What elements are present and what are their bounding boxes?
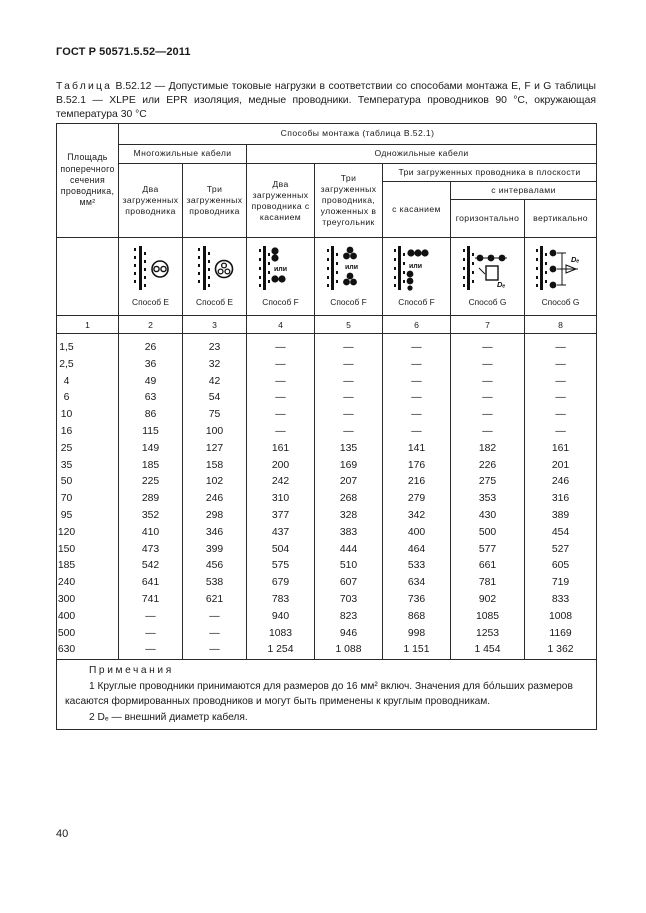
diagram-empty-cell <box>57 238 119 316</box>
caption-text: В.52.12 — Допустимые токовые нагрузки в соответствии со способами монтажа E, F и G таблицы В.52.1 — XLPE или EPR изоляция, медные проводники. Температура проводников 90 °С, окружающая температура 30 °С <box>56 81 596 120</box>
table-cell: 226 <box>478 459 497 471</box>
diagram-cell-col4 <box>247 238 315 316</box>
method-label: Способ F <box>398 296 435 307</box>
table-cell: 298 <box>205 509 224 521</box>
three-core-cable-icon <box>192 244 238 292</box>
table-cell: 54 <box>208 392 221 404</box>
diagram-cell-col7 <box>451 238 525 316</box>
table-cell: 1 362 <box>547 644 574 656</box>
table-cell: 430 <box>478 509 497 521</box>
table-cell: 605 <box>551 560 570 572</box>
table-cell: 275 <box>478 476 497 488</box>
table-cell: 246 <box>551 476 570 488</box>
col4-values <box>247 340 314 659</box>
notes-block <box>57 660 597 730</box>
col6-header: с касанием <box>383 182 451 238</box>
table-cell: — <box>411 425 422 437</box>
table-cell: 95 <box>60 509 73 521</box>
table-cell: 1253 <box>475 627 500 639</box>
table-cell: 510 <box>339 560 358 572</box>
table-cell: 240 <box>57 577 76 589</box>
table-cell: 207 <box>339 476 358 488</box>
table-cell: 410 <box>141 526 160 538</box>
col2-column <box>119 334 183 660</box>
table-cell: 1169 <box>549 627 572 639</box>
table-cell: 902 <box>478 593 497 605</box>
column-number: 8 <box>525 316 597 334</box>
table-cell: 389 <box>551 509 570 521</box>
method-label: Способ E <box>132 296 169 307</box>
table-cell: 500 <box>478 526 497 538</box>
table-cell: 16 <box>60 425 73 437</box>
table-cell: 741 <box>141 593 160 605</box>
col8-column <box>525 334 597 660</box>
table-cell: — <box>275 409 286 421</box>
vertical-spaced-single-core-icon <box>534 244 588 292</box>
table-cell: 216 <box>407 476 426 488</box>
column-number: 7 <box>451 316 525 334</box>
table-cell: — <box>343 392 354 404</box>
table-cell: — <box>343 409 354 421</box>
table-cell: 1083 <box>268 627 293 639</box>
table-cell: — <box>209 644 220 656</box>
table-cell: 399 <box>205 543 224 555</box>
table-cell: — <box>411 358 422 370</box>
table-cell: 26 <box>144 342 157 353</box>
diagram-cell-col3 <box>183 238 247 316</box>
horizontal-spaced-single-core-icon <box>461 244 515 292</box>
table-cell: 102 <box>205 476 224 488</box>
table-cell: 300 <box>57 593 76 605</box>
col6-values <box>383 340 450 659</box>
table-cell: 200 <box>271 459 290 471</box>
table-cell: 783 <box>271 593 290 605</box>
table-cell: 473 <box>141 543 160 555</box>
table-cell: 185 <box>141 459 160 471</box>
diagram-cell-col6 <box>383 238 451 316</box>
col3-header: Три загруженных проводника <box>183 164 247 238</box>
table-cell: 25 <box>60 442 73 454</box>
table-cell: — <box>275 358 286 370</box>
table-cell: 456 <box>205 560 224 572</box>
table-cell: 289 <box>141 493 160 505</box>
col5-values <box>315 340 382 659</box>
table-cell: — <box>343 358 354 370</box>
table-cell: 641 <box>141 577 160 589</box>
ili-text: или <box>408 262 422 270</box>
table-cell: 279 <box>407 493 426 505</box>
table-cell: 328 <box>339 509 358 521</box>
table-cell: 316 <box>551 493 570 505</box>
table-cell: 1008 <box>548 610 573 622</box>
table-cell: — <box>555 392 566 404</box>
table-cell: 353 <box>478 493 497 505</box>
table-cell: — <box>482 409 493 421</box>
flat-touching-single-core-icon <box>392 244 442 292</box>
ili-text: или <box>273 265 287 273</box>
table-cell: 679 <box>271 577 290 589</box>
table-cell: 242 <box>271 476 290 488</box>
col2-header: Два загруженных проводника <box>119 164 183 238</box>
table-cell: 1 454 <box>474 644 501 656</box>
table-cell: 42 <box>208 375 221 387</box>
table-cell: — <box>145 644 156 656</box>
table-cell: — <box>411 409 422 421</box>
table-cell: 1 151 <box>403 644 430 656</box>
table-cell: 1 254 <box>267 644 294 656</box>
table-cell: — <box>145 610 156 622</box>
table-cell: 36 <box>144 358 157 370</box>
table-cell: 504 <box>271 543 290 555</box>
table-cell: 736 <box>407 593 426 605</box>
table-cell: 150 <box>57 543 76 555</box>
table-cell: — <box>343 425 354 437</box>
table-cell: — <box>555 342 566 353</box>
col8-header: вертикально <box>525 200 597 238</box>
table-cell: 63 <box>144 392 157 404</box>
table-cell: — <box>482 375 493 387</box>
table-cell: 868 <box>407 610 426 622</box>
table-cell: 2,5 <box>59 358 74 370</box>
column-number: 1 <box>57 316 119 334</box>
col8-values <box>525 340 596 659</box>
method-label: Способ G <box>468 296 507 307</box>
col5-header: Три загруженных проводника, уложенных в треугольник <box>315 164 383 238</box>
col5-column <box>315 334 383 660</box>
table-cell: 268 <box>339 493 358 505</box>
multi-core-header: Многожильные кабели <box>119 145 247 164</box>
table-cell: — <box>209 610 220 622</box>
table-cell: 1 088 <box>335 644 362 656</box>
table-cell: 310 <box>271 493 290 505</box>
table-cell: — <box>275 425 286 437</box>
table-cell: 781 <box>478 577 497 589</box>
note-2: 2 Dₑ — внешний диаметр кабеля. <box>89 711 248 723</box>
table-cell: 607 <box>339 577 358 589</box>
col4-header: Два загруженных проводника с касанием <box>247 164 315 238</box>
methods-title: Способы монтажа (таблица В.52.1) <box>119 124 597 145</box>
de-text: Dₑ <box>570 254 579 264</box>
table-cell: 444 <box>339 543 358 555</box>
table-cell: 70 <box>60 493 73 505</box>
table-cell: 141 <box>407 442 426 454</box>
col7-values <box>451 340 524 659</box>
two-core-cable-icon <box>128 244 174 292</box>
diagram-cell-col8 <box>525 238 597 316</box>
table-cell: 577 <box>478 543 497 555</box>
table-cell: 158 <box>205 459 224 471</box>
table-cell: 542 <box>141 560 160 572</box>
table-cell: 346 <box>205 526 224 538</box>
table-cell: 1,5 <box>59 342 74 353</box>
table-cell: — <box>482 342 493 353</box>
method-label: Способ G <box>541 296 580 307</box>
table-cell: — <box>555 409 566 421</box>
two-single-core-touching-icon <box>257 244 305 292</box>
col3-column <box>183 334 247 660</box>
caption-label: Таблица <box>56 81 113 92</box>
table-cell: — <box>209 627 220 639</box>
table-cell: 185 <box>57 560 76 572</box>
table-cell: 35 <box>60 459 73 471</box>
page-number: 40 <box>56 828 69 840</box>
table-cell: 383 <box>339 526 358 538</box>
table-cell: 538 <box>205 577 224 589</box>
area-header: Площадь поперечного сечения проводника, мм² <box>57 124 119 238</box>
table-cell: — <box>411 392 422 404</box>
table-cell: 500 <box>57 627 76 639</box>
table-cell: 400 <box>407 526 426 538</box>
table-cell: 630 <box>57 644 76 656</box>
table-cell: — <box>275 342 286 353</box>
table-cell: — <box>482 425 493 437</box>
table-cell: 661 <box>478 560 497 572</box>
col2-values <box>119 340 182 659</box>
de-text: Dₑ <box>496 279 505 289</box>
table-cell: 135 <box>339 442 358 454</box>
table-cell: 437 <box>271 526 290 538</box>
table-cell: 823 <box>339 610 358 622</box>
table-cell: 127 <box>205 442 224 454</box>
diagram-cell-col5 <box>315 238 383 316</box>
table-cell: 23 <box>208 342 221 353</box>
single-core-header: Одножильные кабели <box>247 145 597 164</box>
column-number: 3 <box>183 316 247 334</box>
table-cell: 120 <box>57 526 76 538</box>
trefoil-single-core-icon <box>325 244 373 292</box>
table-cell: 400 <box>57 610 76 622</box>
table-cell: 10 <box>60 409 73 421</box>
table-cell: — <box>482 392 493 404</box>
table-cell: — <box>482 358 493 370</box>
table-cell: 169 <box>339 459 358 471</box>
table-cell: 352 <box>141 509 160 521</box>
diagram-cell-col2 <box>119 238 183 316</box>
table-cell: 946 <box>339 627 358 639</box>
table-cell: 100 <box>205 425 224 437</box>
flat-header: Три загруженных проводника в плоскости <box>383 164 597 182</box>
table-cell: 527 <box>551 543 570 555</box>
column-number: 6 <box>383 316 451 334</box>
table-cell: — <box>555 358 566 370</box>
table-cell: 75 <box>208 409 221 421</box>
column-number: 5 <box>315 316 383 334</box>
table-cell: 161 <box>271 442 290 454</box>
table-cell: 634 <box>407 577 426 589</box>
document-id: ГОСТ Р 50571.5.52—2011 <box>56 46 191 58</box>
ili-text: или <box>344 263 358 271</box>
table-cell: 49 <box>144 375 157 387</box>
intervals-header: с интервалами <box>451 182 597 200</box>
table-cell: 533 <box>407 560 426 572</box>
table-cell: 50 <box>60 476 73 488</box>
table-cell: 464 <box>407 543 426 555</box>
table-cell: 833 <box>551 593 570 605</box>
col7-column <box>451 334 525 660</box>
method-label: Способ F <box>330 296 367 307</box>
table-cell: — <box>411 375 422 387</box>
notes-title: Примечания <box>89 665 174 677</box>
table-cell: 32 <box>208 358 221 370</box>
table-cell: — <box>275 375 286 387</box>
table-cell: 246 <box>205 493 224 505</box>
table-cell: 201 <box>551 459 570 471</box>
table-cell: 940 <box>271 610 290 622</box>
table-cell: 342 <box>407 509 426 521</box>
table-cell: — <box>411 342 422 353</box>
method-label: Способ F <box>262 296 299 307</box>
table-cell: 225 <box>141 476 160 488</box>
table-cell: 115 <box>142 425 159 437</box>
table-caption <box>56 80 596 121</box>
table-cell: — <box>555 425 566 437</box>
table-cell: 575 <box>271 560 290 572</box>
table-cell: 176 <box>407 459 426 471</box>
table-cell: 719 <box>551 577 570 589</box>
method-label: Способ E <box>196 296 233 307</box>
table-cell: 998 <box>407 627 426 639</box>
table-cell: 377 <box>271 509 290 521</box>
note-1: 1 Круглые проводники принимаются для размеров до 16 мм² включ. Значения для бо́льших размеров касаются формированных проводников и могут быть применены к круглым проводникам. <box>65 680 573 708</box>
current-capacity-table <box>56 123 597 730</box>
table-cell: 182 <box>478 442 497 454</box>
table-cell: 4 <box>63 375 70 387</box>
table-cell: — <box>343 375 354 387</box>
table-cell: 161 <box>551 442 570 454</box>
column-number: 2 <box>119 316 183 334</box>
table-cell: 454 <box>551 526 570 538</box>
area-values <box>57 340 76 659</box>
column-number: 4 <box>247 316 315 334</box>
area-column <box>57 334 119 660</box>
col4-column <box>247 334 315 660</box>
table-cell: 621 <box>205 593 224 605</box>
table-cell: — <box>343 342 354 353</box>
table-cell: — <box>555 375 566 387</box>
table-cell: 86 <box>144 409 157 421</box>
table-cell: — <box>145 627 156 639</box>
col3-values <box>183 340 246 659</box>
table-cell: 6 <box>63 392 70 404</box>
col6-column <box>383 334 451 660</box>
col7-header: горизонтально <box>451 200 525 238</box>
table-cell: — <box>275 392 286 404</box>
table-cell: 703 <box>339 593 358 605</box>
table-cell: 1085 <box>475 610 500 622</box>
table-cell: 149 <box>141 442 160 454</box>
